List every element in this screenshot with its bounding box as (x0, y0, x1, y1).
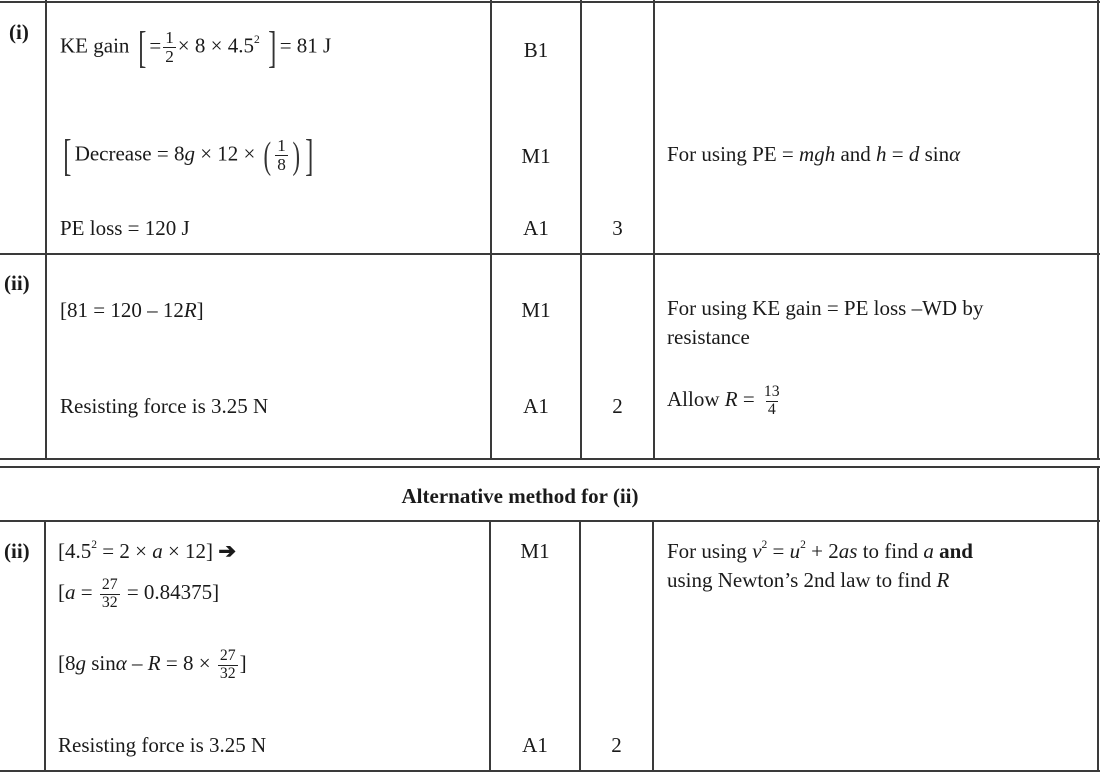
alt-heading-right (1097, 466, 1099, 522)
total-ii: 2 (612, 394, 623, 418)
guidance-allow-r: Allow R = $\frac{13}{4}$ (667, 383, 780, 418)
resisting-force-result: Resisting force is 3.25 N (60, 394, 269, 418)
mark-m1-ii: M1 (521, 298, 551, 322)
part-label-i: (i) (9, 20, 29, 44)
work-energy-equation: [81 = 120 – 12R] (60, 298, 204, 322)
ke-gain-working: KE gain [ = $\frac{1}{2}$ × $8 \times 4.5^2$ ] = 81 J (60, 23, 332, 72)
fraction-eighth: $\frac{1}{8}$ (277, 136, 286, 175)
acceleration-value: [a = $\frac{27}{32}$ = 0.84375] (58, 576, 220, 611)
pe-loss-result: PE loss = 120 J (60, 216, 190, 240)
alt-guidance-line1: For using $v^2 = u^2 + 2as$ to find a and (667, 539, 973, 563)
fraction-half: $\frac{1}{2}$ (165, 28, 174, 67)
arrow-right-icon: ➔ (218, 539, 236, 563)
alt-total: 2 (611, 733, 622, 757)
guidance-ke-pe-line1: For using KE gain = PE loss –WD by (667, 296, 984, 320)
newton-second-law-equation: [8g sinα – R = 8 × $\frac{27}{32}$ ] (58, 647, 247, 682)
mark-a1-ii: A1 (523, 394, 549, 418)
col-line-label (45, 0, 47, 459)
alt-right-border (1097, 520, 1099, 772)
alt-col-line-label (44, 520, 46, 772)
alt-part-label-ii: (ii) (4, 539, 30, 563)
guidance-pe-mgh: For using PE = mgh and h = d sinα (667, 142, 961, 166)
mark-b1: B1 (523, 38, 549, 62)
top-border (0, 1, 1100, 3)
pe-decrease-working: [ Decrease = 8g × 12 × ( $\frac{1}{8}$ ) ] (63, 131, 314, 180)
alt-heading-bottom (0, 520, 1100, 522)
bottom-border-top-table (0, 458, 1100, 460)
part-label-ii: (ii) (4, 271, 30, 295)
alt-resisting-force-result: Resisting force is 3.25 N (58, 733, 267, 757)
alt-mark-a1: A1 (522, 733, 548, 757)
fraction-27-32: $\frac{27}{32}$ (101, 576, 118, 611)
mark-m1-i: M1 (521, 144, 551, 168)
bottom-border-alt (0, 770, 1100, 772)
right-border-top (1097, 0, 1099, 459)
alternative-method-heading: Alternative method for (ii) (401, 484, 639, 508)
fraction-27-32-b: $\frac{27}{32}$ (219, 647, 236, 682)
ke-gain-text: KE gain (60, 33, 130, 58)
divider-i-ii (0, 253, 1100, 255)
fraction-13-4: $\frac{13}{4}$ (763, 383, 780, 418)
bracket-close: ] (268, 23, 277, 72)
guidance-ke-pe-line2: resistance (667, 325, 750, 349)
total-i: 3 (612, 216, 623, 240)
alt-mark-m1: M1 (520, 539, 550, 563)
bracket-open: [ (137, 23, 147, 72)
mark-a1-i: A1 (523, 216, 549, 240)
alt-guidance-line2: using Newton’s 2nd law to find R (667, 568, 950, 592)
alt-heading-top (0, 466, 1100, 468)
suvat-equation: $[4.5^2 = 2 \times a \times 12]$ ➔ (58, 539, 236, 563)
